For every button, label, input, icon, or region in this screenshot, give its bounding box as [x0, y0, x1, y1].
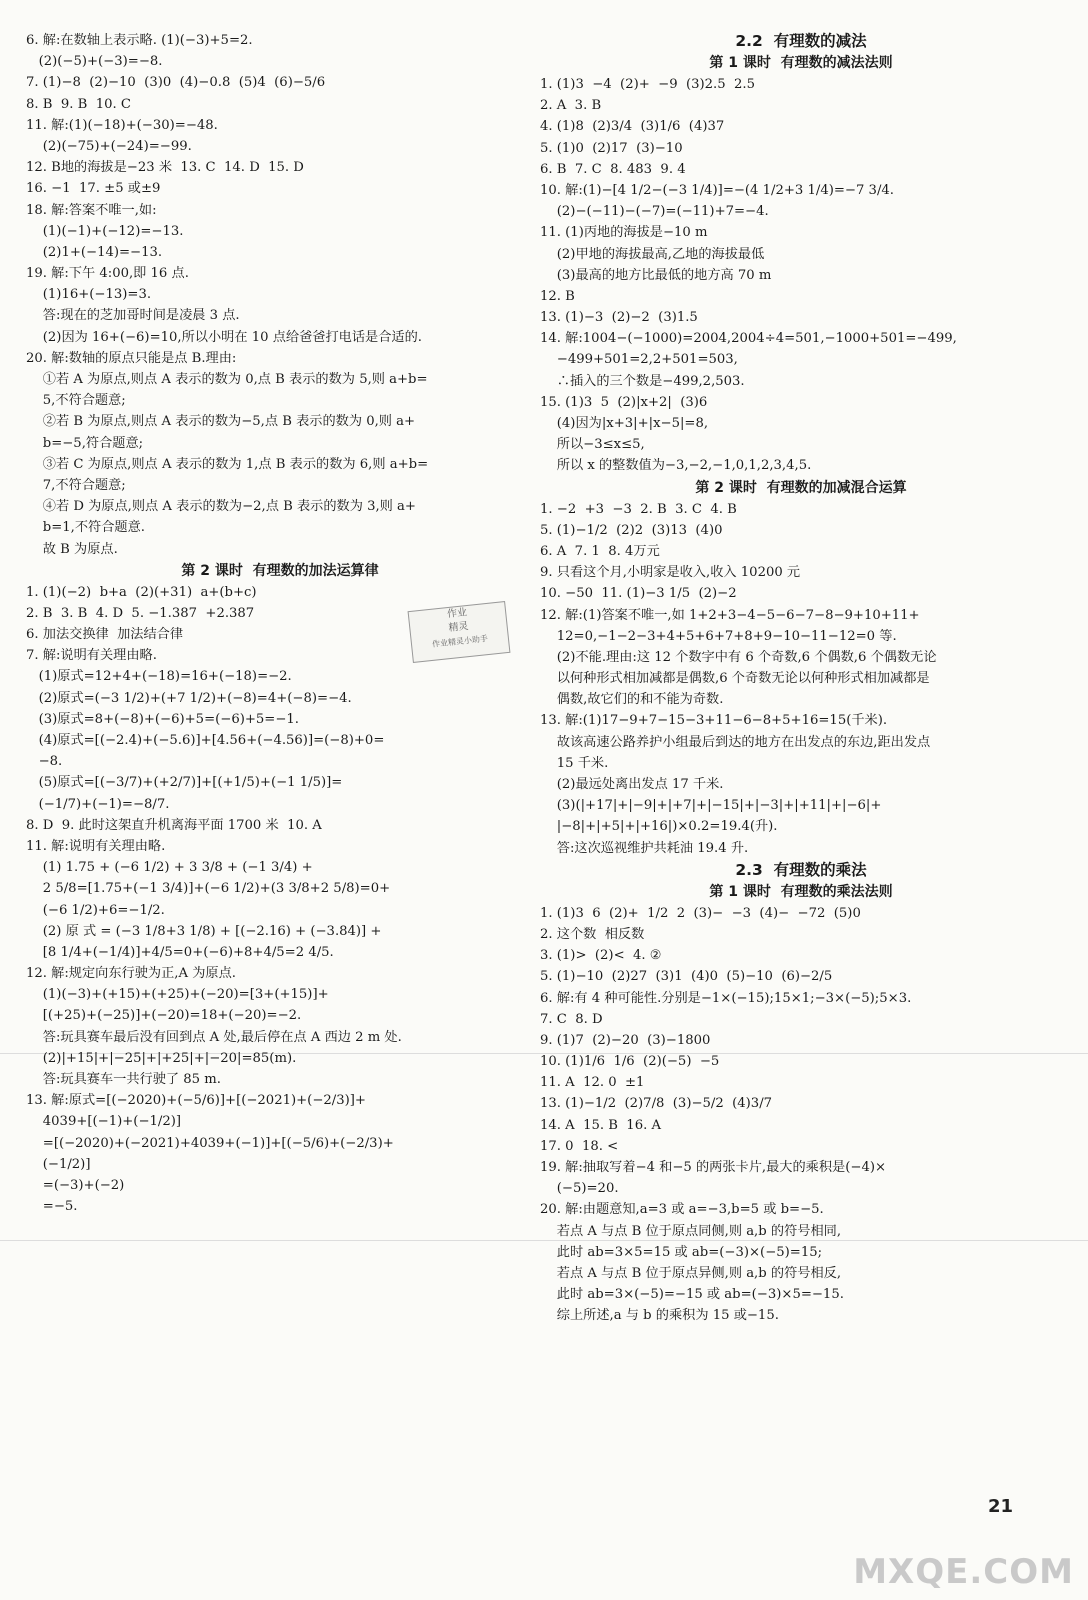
section-heading: 第 2 课时 有理数的加法运算律	[181, 562, 379, 579]
answer-line: (2)|+15|+|−25|+|+25|+|−20|=85(m).	[26, 1050, 297, 1066]
answer-line: 若点 A 与点 B 位于原点同侧,则 a,b 的符号相同,	[540, 1223, 842, 1239]
answer-line: 6. 加法交换律 加法结合律	[26, 627, 184, 643]
answer-line: ②若 B 为原点,则点 A 表示的数为−5,点 B 表示的数为 0,则 a+	[26, 414, 416, 430]
answer-line: −499+501=2,2+501=503,	[540, 352, 738, 368]
answer-line: b=1,不符合题意.	[26, 520, 145, 536]
answer-line: (3)最高的地方比最低的地方高 70 m	[540, 267, 772, 283]
answer-line: 7,不符合题意;	[26, 477, 126, 493]
answer-line: 答:现在的芝加哥时间是凌晨 3 点.	[26, 308, 240, 324]
answer-line: 13. (1)−1/2 (2)7/8 (3)−5/2 (4)3/7	[540, 1096, 773, 1112]
answer-line: (2)因为 16+(−6)=10,所以小明在 10 点给爸爸打电话是合适的.	[26, 329, 422, 345]
answer-line: (5)原式=[(−3/7)+(+2/7)]+[(+1/5)+(−1 1/5)]=	[26, 775, 343, 791]
answer-line: (4)原式=[(−2.4)+(−5.6)]+[4.56+(−4.56)]=(−8)+0=	[26, 733, 385, 748]
answer-line: 12. B地的海拔是−23 米 13. C 14. D 15. D	[26, 160, 304, 176]
answer-line: 答:玩具赛车一共行驶了 85 m.	[26, 1072, 221, 1087]
answer-line: 1. (1)(−2) b+a (2)(+31) a+(b+c)	[26, 584, 257, 600]
answer-line: 15 千米.	[540, 755, 609, 771]
answer-line: 19. 解:抽取写着−4 和−5 的两张卡片,最大的乘积是(−4)×	[540, 1160, 887, 1175]
answer-line: 19. 解:下午 4:00,即 16 点.	[26, 266, 189, 282]
answer-line: 10. −50 11. (1)−3 1/5 (2)−2	[540, 586, 737, 602]
answer-line: 2. B 3. B 4. D 5. −1.387 +2.387	[26, 605, 255, 621]
answer-line: 故 B 为原点.	[26, 541, 118, 557]
answer-line: 7. 解:说明有关理由略.	[26, 648, 157, 664]
answer-line: 10. (1)1/6 1/6 (2)(−5) −5	[540, 1054, 720, 1070]
answer-line: 4. (1)8 (2)3/4 (3)1/6 (4)37	[540, 119, 725, 135]
answer-line: −8.	[26, 754, 63, 770]
answer-line: 16. −1 17. ±5 或±9	[26, 181, 161, 197]
answer-line: 12. B	[540, 288, 575, 304]
answer-line: (2)−(−11)−(−7)=(−11)+7=−4.	[540, 204, 769, 220]
answer-line: ∴插入的三个数是−499,2,503.	[540, 373, 745, 389]
answer-line: (1) 1.75 + (−6 1/2) + 3 3/8 + (−1 3/4) +	[26, 860, 313, 876]
answer-line: 此时 ab=3×(−5)=−15 或 ab=(−3)×5=−15.	[540, 1287, 844, 1303]
answer-line: 2. A 3. B	[540, 98, 602, 114]
section-heading: 2.2 有理数的减法	[735, 32, 867, 50]
section-heading: 第 2 课时 有理数的加减混合运算	[695, 479, 907, 496]
answer-line: 13. 解:(1)17−9+7−15−3+11−6−8+5+16=15(千米).	[540, 713, 888, 729]
answer-line: (2)1+(−14)=−13.	[26, 244, 163, 260]
answer-line: (2)原式=(−3 1/2)+(+7 1/2)+(−8)=4+(−8)=−4.	[26, 690, 352, 706]
answer-line: ①若 A 为原点,则点 A 表示的数为 0,点 B 表示的数为 5,则 a+b=	[26, 372, 428, 387]
answer-line: 2 5/8=[1.75+(−1 3/4)]+(−6 1/2)+(3 3/8+2 5/8)=0+	[26, 881, 391, 897]
answer-line: 5. (1)−10 (2)27 (3)1 (4)0 (5)−10 (6)−2/5	[540, 969, 833, 985]
answer-line: 20. 解:由题意知,a=3 或 a=−3,b=5 或 b=−5.	[540, 1202, 824, 1218]
answer-line: 所以 x 的整数值为−3,−2,−1,0,1,2,3,4,5.	[540, 458, 812, 474]
answer-line: =(−3)+(−2)	[26, 1177, 125, 1193]
answer-line: 答:这次巡视维护共耗油 19.4 升.	[540, 840, 749, 856]
answer-line: 7. C 8. D	[540, 1011, 603, 1027]
answer-line: 5. (1)−1/2 (2)2 (3)13 (4)0	[540, 522, 723, 538]
answer-line: (3)(|+17|+|−9|+|+7|+|−15|+|−3|+|+11|+|−6|+	[540, 798, 882, 814]
answer-line: 5,不符合题意;	[26, 393, 126, 409]
answer-line: 8. B 9. B 10. C	[26, 96, 131, 112]
answer-line: b=−5,符合题意;	[26, 435, 144, 451]
answer-line: 13. 解:原式=[(−2020)+(−5/6)]+[(−2021)+(−2/3)]+	[26, 1093, 366, 1109]
answer-line: 11. A 12. 0 ±1	[540, 1075, 645, 1091]
answer-line: 答:玩具赛车最后没有回到点 A 处,最后停在点 A 西边 2 m 处.	[26, 1029, 402, 1045]
section-heading: 第 1 课时 有理数的减法法则	[709, 55, 893, 71]
answer-line: 12. 解:(1)答案不唯一,如 1+2+3−4−5−6−7−8−9+10+11+	[540, 607, 920, 623]
answer-line: 若点 A 与点 B 位于原点异侧,则 a,b 的符号相反,	[540, 1265, 842, 1281]
answer-line: (2)不能.理由:这 12 个数字中有 6 个奇数,6 个偶数,6 个偶数无论	[540, 649, 937, 665]
answer-line: ③若 C 为原点,则点 A 表示的数为 1,点 B 表示的数为 6,则 a+b=	[26, 456, 429, 472]
stamp-line: 作业	[446, 607, 468, 621]
answer-line: 10. 解:(1)−[4 1/2−(−3 1/4)]=−(4 1/2+3 1/4)=−7 3/4.	[540, 182, 894, 198]
answer-line: 9. 只看这个月,小明家是收入,收入 10200 元	[540, 565, 801, 581]
answer-line: 4039+[(−1)+(−1/2)]	[26, 1114, 182, 1130]
answer-line: |−8|+|+5|+|+16|)×0.2=19.4(升).	[540, 819, 778, 835]
answer-line: 以何种形式相加减都是偶数,6 个奇数无论以何种形式相加减都是	[540, 671, 930, 687]
answer-line: [(+25)+(−25)]+(−20)=18+(−20)=−2.	[26, 1008, 302, 1024]
stamp-logo	[408, 601, 511, 663]
answer-line: 13. (1)−3 (2)−2 (3)1.5	[540, 310, 698, 326]
stamp-line: 精灵	[448, 621, 470, 635]
answer-line: 1. (1)3 −4 (2)+ −9 (3)2.5 2.5	[540, 77, 755, 92]
answer-line: ④若 D 为原点,则点 A 表示的数为−2,点 B 表示的数为 3,则 a+	[26, 499, 416, 515]
answer-line: (1)(−3)+(+15)+(+25)+(−20)=[3+(+15)]+	[26, 987, 329, 1003]
answer-line: 11. (1)丙地的海拔是−10 m	[540, 225, 708, 241]
answer-line: =−5.	[26, 1199, 78, 1215]
watermark: MXQE.COM	[853, 1552, 1074, 1592]
answer-line: 12. 解:规定向东行驶为正,A 为原点.	[26, 966, 236, 982]
answer-line: (2)(−5)+(−3)=−8.	[26, 54, 163, 70]
answer-line: 11. 解:(1)(−18)+(−30)=−48.	[26, 117, 218, 133]
answer-line: (−6 1/2)+6=−1/2.	[26, 902, 165, 918]
section-heading: 第 1 课时 有理数的乘法法则	[709, 883, 893, 900]
answer-line: (2)最远处离出发点 17 千米.	[540, 777, 724, 792]
answer-line: (1)16+(−13)=3.	[26, 287, 152, 303]
page-number: 21	[988, 1496, 1014, 1517]
answer-line: (3)原式=8+(−8)+(−6)+5=(−6)+5=−1.	[26, 711, 299, 727]
answer-line: 14. A 15. B 16. A	[540, 1117, 661, 1133]
answer-line: 所以−3≤x≤5,	[540, 437, 645, 453]
answer-line: (2) 原 式 = (−3 1/8+3 1/8) + [(−2.16) + (−3.84)] +	[26, 923, 382, 939]
answer-line: 3. (1)> (2)< 4. ②	[540, 948, 662, 964]
answer-line: 6. 解:有 4 种可能性.分别是−1×(−15);15×1;−3×(−5);5×3.	[540, 990, 912, 1006]
answer-line: =[(−2020)+(−2021)+4039+(−1)]+[(−5/6)+(−2/3)+	[26, 1135, 394, 1151]
answer-line: 1. −2 +3 −3 2. B 3. C 4. B	[540, 501, 737, 517]
answer-line: (−1/7)+(−1)=−8/7.	[26, 796, 170, 812]
answer-line: 1. (1)3 6 (2)+ 1/2 2 (3)− −3 (4)− −72 (5)0	[540, 905, 861, 921]
answer-line: (2)甲地的海拔最高,乙地的海拔最低	[540, 246, 765, 262]
answer-line: 6. A 7. 1 8. 4万元	[540, 543, 660, 559]
answer-line: 20. 解:数轴的原点只能是点 B.理由:	[26, 350, 237, 366]
right-column	[540, 30, 1062, 1327]
answer-line: (1)(−1)+(−12)=−13.	[26, 223, 184, 239]
answer-line: 7. (1)−8 (2)−10 (3)0 (4)−0.8 (5)4 (6)−5/6	[26, 75, 326, 91]
answer-line: 12=0,−1−2−3+4+5+6+7+8+9−10−11−12=0 等.	[540, 628, 897, 644]
answer-line: 9. (1)7 (2)−20 (3)−1800	[540, 1032, 711, 1048]
answer-line: (2)(−75)+(−24)=−99.	[26, 138, 192, 154]
answer-line: 综上所述,a 与 b 的乘积为 15 或−15.	[540, 1308, 779, 1324]
answer-line: 14. 解:1004−(−1000)=2004,2004÷4=501,−1000+501=−499,	[540, 331, 957, 347]
section-heading: 2.3 有理数的乘法	[735, 860, 867, 879]
answer-line: 11. 解:说明有关理由略.	[26, 838, 166, 854]
answer-line: 18. 解:答案不唯一,如:	[26, 202, 157, 218]
answer-line: (−5)=20.	[540, 1181, 619, 1197]
answer-line: 15. (1)3 5 (2)|x+2| (3)6	[540, 394, 708, 410]
answer-line: 2. 这个数 相反数	[540, 926, 645, 942]
answer-line: 6. 解:在数轴上表示略. (1)(−3)+5=2.	[26, 33, 253, 48]
answer-line: 5. (1)0 (2)17 (3)−10	[540, 140, 683, 156]
answer-line: (4)因为|x+3|+|x−5|=8,	[540, 416, 709, 431]
answer-line: 此时 ab=3×5=15 或 ab=(−3)×(−5)=15;	[540, 1244, 823, 1260]
stamp-line: 作业精灵小助手	[431, 634, 489, 649]
answer-line: 故该高速公路养护小组最后到达的地方在出发点的东边,距出发点	[540, 734, 931, 750]
answer-line: 8. D 9. 此时这架直升机离海平面 1700 米 10. A	[26, 817, 322, 833]
answer-line: (−1/2)]	[26, 1156, 91, 1172]
answer-line: 6. B 7. C 8. 483 9. 4	[540, 161, 686, 177]
answer-line: (1)原式=12+4+(−18)=16+(−18)=−2.	[26, 669, 292, 685]
answer-line: [8 1/4+(−1/4)]+4/5=0+(−6)+8+4/5=2 4/5.	[26, 944, 334, 960]
answer-line: 偶数,故它们的和不能为奇数.	[540, 692, 724, 708]
answer-line: 17. 0 18. <	[540, 1138, 619, 1154]
